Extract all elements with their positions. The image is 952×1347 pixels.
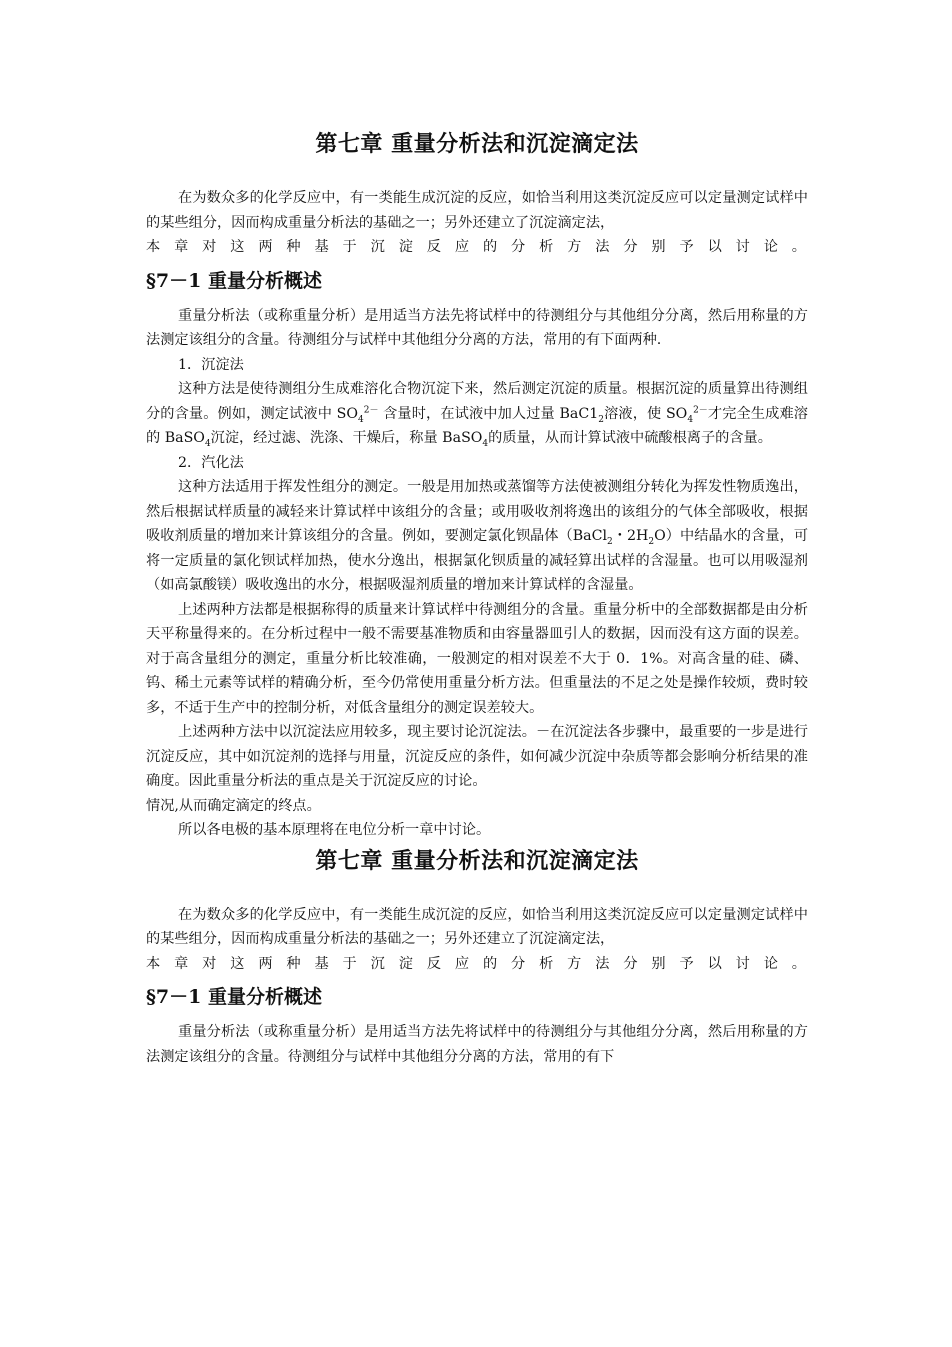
intro-last-line-repeat: 本章对这两种基于沉淀反应的分析方法分别予以讨论。: [146, 955, 808, 972]
focus-paragraph: 上述两种方法中以沉淀法应用较多，现主要讨论沉淀法。－在沉淀法各步骤中，最重要的一步是进行沉淀反应，其中如沉淀剂的选择与用量，沉淀反应的条件，如何减少沉淀中杂质等都会影响分析结果的准确度。因此重量分析法的重点是关于沉淀反应的讨论。: [146, 724, 808, 789]
fragment-line: 情况,从而确定滴定的终点。: [146, 797, 321, 814]
intro-text: 在为数众多的化学反应中，有一类能生成沉淀的反应，如恰当利用这类沉淀反应可以定量测定试样中的某些组分，因而构成重量分析法的基础之一；另外还建立了沉淀滴定法，: [146, 190, 808, 231]
overview-paragraph: 重量分析法（或称重量分析）是用适当方法先将试样中的待测组分与其他组分分离，然后用称量的方法测定该组分的含量。待测组分与试样中其他组分分离的方法，常用的有下面两种.: [146, 307, 808, 348]
chapter-title: 第七章 重量分析法和沉淀滴定法: [315, 131, 639, 157]
chapter-title-repeat: 第七章 重量分析法和沉淀滴定法: [315, 847, 639, 874]
section-title: §7－1 重量分析概述: [146, 269, 322, 292]
method1-paragraph: 这种方法是使待测组分生成难溶化合物沉淀下来，然后测定沉淀的质量。根据沉淀的质量算出待测组分的含量。例如，测定试液中 $SO_4^{2-}$ 含量时，在试液中加人过量 $BaC1_2$溶液，使 $SO_4^{2-}$才完全生成难溶的 BaSO$_4$沉淀，经过滤、洗涤、干燥后，称量 BaSO$_4$的质量，从而计算试液中硫酸根离子的含量。: [146, 381, 808, 449]
section-title-repeat: §7－1 重量分析概述: [146, 986, 322, 1008]
intro-last-line: 本章对这两种基于沉淀反应的分析方法分别予以讨论。: [146, 239, 808, 255]
method2-heading: 2．汽化法: [178, 454, 244, 471]
method2-paragraph: 这种方法适用于挥发性组分的测定。一般是用加热或蒸馏等方法使被测组分转化为挥发性物质逸出，然后根据试样质量的减轻来计算试样中该组分的含量；或用吸收剂将逸出的该组分的气体全部吸收，根据吸收剂质量的增加来计算该组分的含量。例如，要测定氯化钡晶体（BaCl$_2$・$2H_2O$）中结晶水的含量，可将一定质量的氯化钡试样加热，使水分逸出，根据氯化钡质量的减轻算出试样的含湿量。也可以用吸湿剂（如高氯酸镁）吸收逸出的水分，根据吸湿剂质量的增加来计算试样的含湿量。: [146, 479, 809, 593]
accuracy-paragraph: 上述两种方法都是根据称得的质量来计算试样中待测组分的含量。重量分析中的全部数据都是由分析天平称量得来的。在分析过程中一般不需要基准物质和由容量器皿引人的数据，因而没有这方面的误差。对于高含量组分的测定，重量分析比较准确，一般测定的相对误差不大于 0．1%。对高含量的硅、磷、钨、稀土元素等试样的精确分析，至今仍常使用重量分析方法。但重量法的不足之处是操作较烦，费时较多，不适于生产中的控制分析，对低含量组分的测定误差较大。: [146, 601, 808, 716]
electrode-line: 所以各电极的基本原理将在电位分析一章中讨论。: [178, 822, 491, 838]
intro-paragraph-repeat: 在为数众多的化学反应中，有一类能生成沉淀的反应，如恰当利用这类沉淀反应可以定量测定试样中的某些组分，因而构成重量分析法的基础之一；另外还建立了沉淀滴定法，: [146, 906, 808, 947]
method1-heading: 1．沉淀法: [178, 356, 244, 373]
overview-paragraph-repeat: 重量分析法（或称重量分析）是用适当方法先将试样中的待测组分与其他组分分离，然后用称量的方法测定该组分的含量。待测组分与试样中其他组分分离的方法，常用的有下: [146, 1024, 808, 1065]
document-page: [146, 118, 808, 1069]
intro-paragraph: [146, 186, 808, 235]
